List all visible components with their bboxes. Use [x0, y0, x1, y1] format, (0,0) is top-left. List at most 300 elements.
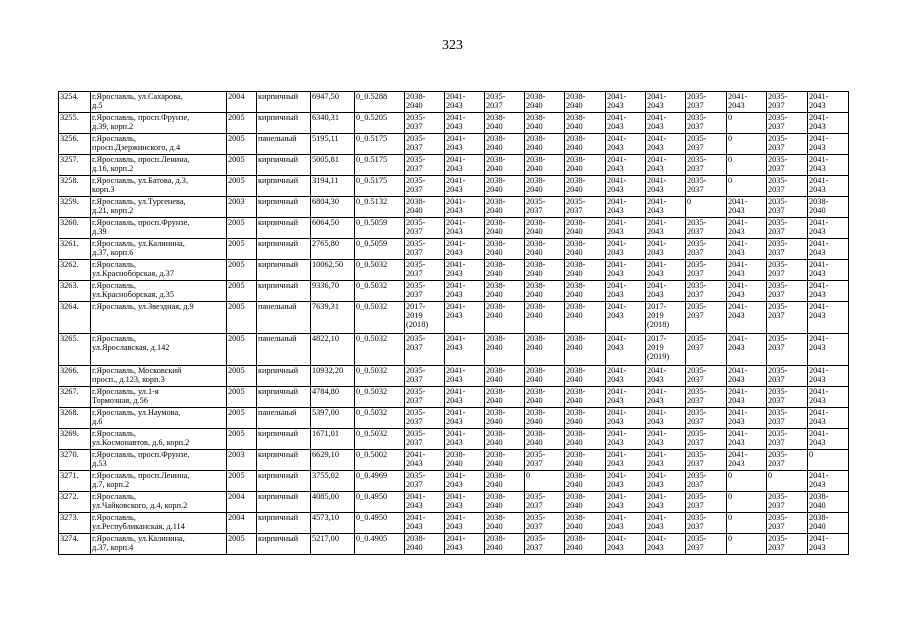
table-row: [59, 429, 849, 450]
cell-term-7: [646, 113, 686, 134]
cell-address: [91, 197, 227, 218]
cell-term-10: [767, 302, 808, 334]
cell-line: 2043: [446, 269, 463, 279]
cell-term-2: [445, 408, 485, 429]
cell-line: 2041-: [446, 334, 466, 343]
cell-term-10: [767, 534, 808, 555]
cell-line: 2035-: [526, 513, 546, 522]
cell-line: 2040: [406, 101, 423, 111]
cell-line: 2035-: [526, 197, 546, 206]
cell-line: 2040: [566, 501, 583, 511]
cell-term-8: [686, 334, 727, 366]
cell-line: 2043: [647, 480, 664, 490]
cell-term-2: [445, 92, 485, 113]
cell-area: 10062,50: [311, 260, 355, 281]
cell-term-3: [485, 450, 525, 471]
cell-line: 2038-: [526, 218, 546, 227]
cell-line: 2035-: [687, 471, 707, 480]
cell-line: 2043: [809, 290, 826, 300]
cell-term-2: [445, 260, 485, 281]
cell-term-6: [606, 134, 646, 155]
table-row: [59, 450, 849, 471]
cell-line: 2040: [486, 459, 503, 469]
cell-line: 2038-: [406, 534, 426, 543]
cell-line: 2017-: [647, 302, 667, 311]
cell-line: 2041-: [446, 302, 466, 311]
cell-line: 2041-: [647, 260, 667, 269]
cell-term-6: [606, 387, 646, 408]
cell-line: 2037: [687, 122, 704, 132]
cell-line: 2040: [566, 522, 583, 532]
cell-year: 2005: [227, 281, 257, 302]
cell-line: 2043: [647, 206, 664, 216]
cell-line: 2043: [647, 522, 664, 532]
cell-term-11: [808, 260, 849, 281]
cell-line: 2043: [446, 101, 463, 111]
cell-line: 2038-: [486, 492, 506, 501]
cell-term-6: [606, 239, 646, 260]
cell-line: 2040: [566, 480, 583, 490]
cell-line: 2041-: [607, 450, 627, 459]
cell-line: 2037: [687, 227, 704, 237]
cell-line: 2043: [728, 227, 745, 237]
cell-line: г.Ярославль, ул.Тургенева,: [92, 197, 186, 206]
cell-line: д.5: [92, 101, 103, 111]
cell-term-6: [606, 513, 646, 534]
cell-term-10: [767, 334, 808, 366]
cell-term-10: [767, 260, 808, 281]
cell-coefficient: 0_0.5175: [355, 155, 405, 176]
cell-line: 2043: [446, 438, 463, 448]
cell-line: 2037: [406, 164, 423, 174]
cell-address: [91, 387, 227, 408]
cell-line: 2035-: [406, 218, 426, 227]
cell-term-9: [727, 387, 767, 408]
cell-term-9: [727, 281, 767, 302]
cell-line: 2035-: [768, 113, 788, 122]
cell-line: 2040: [486, 164, 503, 174]
cell-term-2: [445, 471, 485, 492]
cell-row-number: 3257.: [59, 155, 91, 176]
cell-row-number: 3258.: [59, 176, 91, 197]
cell-line: г.Ярославль, просп.Ленина,: [92, 471, 190, 480]
cell-line: 2038-: [446, 450, 466, 459]
cell-line: г.Ярославль, ул.Сахарова,: [92, 92, 183, 101]
cell-line: д.53: [92, 459, 107, 469]
cell-line: 2038-: [566, 366, 586, 375]
cell-line: 2043: [446, 480, 463, 490]
cell-term-1: [405, 197, 445, 218]
cell-address: [91, 450, 227, 471]
cell-line: 2040: [526, 143, 543, 153]
cell-line: 2038-: [566, 534, 586, 543]
cell-address: [91, 334, 227, 366]
cell-line: 2035-: [687, 408, 707, 417]
cell-area: 6629,10: [311, 450, 355, 471]
cell-address: [91, 534, 227, 555]
cell-line: 2040: [809, 206, 826, 216]
table-row: [59, 239, 849, 260]
cell-line: 2040: [486, 438, 503, 448]
cell-term-4: [525, 218, 565, 239]
cell-line: 2041-: [446, 239, 466, 248]
cell-line: 2041-: [809, 260, 829, 269]
cell-area: 5397,00: [311, 408, 355, 429]
table-body: [59, 92, 849, 555]
cell-line: 2035-: [687, 534, 707, 543]
cell-line: 2040: [566, 101, 583, 111]
cell-row-number: 3266.: [59, 366, 91, 387]
cell-address: [91, 366, 227, 387]
cell-line: 2041-: [809, 366, 829, 375]
cell-line: 2043: [728, 438, 745, 448]
cell-term-5: [565, 408, 606, 429]
cell-term-4: [525, 408, 565, 429]
cell-line: 2040: [526, 290, 543, 300]
cell-area: 4573,10: [311, 513, 355, 534]
cell-term-10: [767, 450, 808, 471]
cell-term-7: [646, 408, 686, 429]
cell-term-9: [727, 450, 767, 471]
cell-term-5: [565, 92, 606, 113]
cell-line: 2038-: [566, 281, 586, 290]
cell-line: 2037: [566, 206, 583, 216]
cell-line: 2037: [768, 164, 785, 174]
cell-line: 2043: [607, 522, 624, 532]
cell-line: 2035-: [687, 450, 707, 459]
cell-line: 0: [728, 134, 733, 143]
cell-line: 2043: [728, 375, 745, 385]
cell-term-3: [485, 471, 525, 492]
cell-line: 2043: [809, 417, 826, 427]
cell-term-1: [405, 513, 445, 534]
cell-line: 2037: [687, 438, 704, 448]
cell-line: 2037: [768, 438, 785, 448]
cell-line: 2035-: [526, 492, 546, 501]
cell-line: 2041-: [607, 302, 627, 311]
table-row: [59, 155, 849, 176]
cell-row-number: 3260.: [59, 218, 91, 239]
cell-line: 2043: [809, 164, 826, 174]
cell-term-6: [606, 218, 646, 239]
cell-line: 2043: [607, 480, 624, 490]
cell-line: 2037: [768, 143, 785, 153]
cell-line: 2040: [526, 122, 543, 132]
cell-term-6: [606, 408, 646, 429]
cell-line: 2041-: [446, 176, 466, 185]
cell-line: 2037: [687, 459, 704, 469]
cell-line: 2037: [406, 122, 423, 132]
cell-term-7: [646, 387, 686, 408]
cell-line: 2038-: [566, 113, 586, 122]
cell-line: корп.3: [92, 185, 115, 195]
cell-line: 2041-: [446, 92, 466, 101]
cell-term-1: [405, 387, 445, 408]
cell-line: 2041-: [809, 113, 829, 122]
cell-line: 2035-: [687, 366, 707, 375]
cell-line: 2043: [446, 343, 463, 353]
cell-coefficient: 0_0.5032: [355, 366, 405, 387]
cell-term-2: [445, 239, 485, 260]
cell-line: (2019): [647, 352, 670, 362]
cell-line: 2043: [809, 227, 826, 237]
cell-term-4: [525, 366, 565, 387]
cell-area: 4784,80: [311, 387, 355, 408]
cell-line: 2035-: [566, 197, 586, 206]
cell-line: 2035-: [768, 334, 788, 343]
cell-line: 2038-: [486, 471, 506, 480]
cell-line: 2038-: [566, 471, 586, 480]
cell-line: 2038-: [526, 92, 546, 101]
cell-area: 6064,50: [311, 218, 355, 239]
cell-row-number: 3270.: [59, 450, 91, 471]
cell-line: 2040: [566, 375, 583, 385]
cell-line: 2043: [446, 417, 463, 427]
cell-term-5: [565, 239, 606, 260]
cell-line: 2040: [486, 396, 503, 406]
cell-line: 2038-: [486, 408, 506, 417]
cell-term-1: [405, 260, 445, 281]
cell-line: 2035-: [406, 429, 426, 438]
cell-coefficient: 0_0.5032: [355, 429, 405, 450]
cell-area: 6340,31: [311, 113, 355, 134]
cell-line: 2043: [728, 343, 745, 353]
cell-term-2: [445, 366, 485, 387]
cell-line: д.21, корп.2: [92, 206, 134, 216]
cell-line: 2043: [607, 438, 624, 448]
cell-line: г.Ярославль, ул.Звездная, д.9: [92, 302, 194, 311]
cell-row-number: 3263.: [59, 281, 91, 302]
cell-term-9: [727, 92, 767, 113]
cell-line: г.Ярославль, ул.Калинина,: [92, 534, 185, 543]
table-row: [59, 134, 849, 155]
cell-line: 2035-: [406, 366, 426, 375]
cell-line: 2041-: [406, 513, 426, 522]
cell-year: 2005: [227, 534, 257, 555]
cell-term-3: [485, 534, 525, 555]
cell-term-5: [565, 450, 606, 471]
cell-address: [91, 113, 227, 134]
cell-line: 2041-: [809, 92, 829, 101]
cell-line: 2038-: [406, 92, 426, 101]
cell-year: 2005: [227, 155, 257, 176]
cell-area: 10932,20: [311, 366, 355, 387]
cell-wall-material: панельный: [257, 334, 311, 366]
cell-term-2: [445, 450, 485, 471]
cell-line: 2038-: [566, 239, 586, 248]
cell-line: 2037: [768, 522, 785, 532]
cell-line: 2035-: [687, 239, 707, 248]
cell-term-6: [606, 92, 646, 113]
cell-line: 0: [768, 471, 773, 480]
cell-line: 2040: [566, 290, 583, 300]
cell-coefficient: 0_0.5032: [355, 408, 405, 429]
cell-line: 2043: [647, 122, 664, 132]
cell-line: 2037: [768, 290, 785, 300]
table-row: [59, 176, 849, 197]
cell-year: 2005: [227, 134, 257, 155]
cell-line: 2037: [768, 417, 785, 427]
table-row: [59, 513, 849, 534]
cell-line: 2041-: [647, 492, 667, 501]
cell-line: 2040: [486, 417, 503, 427]
cell-term-5: [565, 387, 606, 408]
cell-row-number: 3269.: [59, 429, 91, 450]
cell-term-2: [445, 155, 485, 176]
table-row: [59, 492, 849, 513]
cell-line: 2043: [728, 396, 745, 406]
cell-line: 2043: [809, 311, 826, 321]
cell-line: 2043: [728, 101, 745, 111]
cell-term-6: [606, 302, 646, 334]
cell-line: 2041-: [728, 334, 748, 343]
cell-term-4: [525, 176, 565, 197]
cell-term-6: [606, 492, 646, 513]
cell-line: 2041-: [607, 155, 627, 164]
cell-line: 2017-: [406, 302, 426, 311]
cell-line: 2038-: [566, 176, 586, 185]
cell-term-3: [485, 408, 525, 429]
cell-line: 2035-: [768, 429, 788, 438]
cell-term-11: [808, 334, 849, 366]
cell-area: 4085,00: [311, 492, 355, 513]
cell-line: 2041-: [809, 239, 829, 248]
cell-term-4: [525, 334, 565, 366]
cell-term-9: [727, 197, 767, 218]
cell-line: 2041-: [647, 218, 667, 227]
cell-term-1: [405, 92, 445, 113]
cell-line: г.Ярославль, ул.Наумова,: [92, 408, 181, 417]
cell-line: 2037: [406, 343, 423, 353]
cell-term-6: [606, 334, 646, 366]
cell-line: 2040: [486, 480, 503, 490]
cell-term-7: [646, 260, 686, 281]
cell-term-5: [565, 471, 606, 492]
cell-line: 2035-: [768, 176, 788, 185]
cell-line: 2041-: [809, 429, 829, 438]
cell-term-8: [686, 450, 727, 471]
cell-line: 2035-: [687, 302, 707, 311]
cell-term-11: [808, 534, 849, 555]
cell-line: 2043: [647, 164, 664, 174]
cell-line: 2041-: [607, 492, 627, 501]
cell-line: 2035-: [406, 134, 426, 143]
cell-term-3: [485, 155, 525, 176]
cell-area: 3755,02: [311, 471, 355, 492]
cell-term-5: [565, 176, 606, 197]
cell-line: 2038-: [486, 197, 506, 206]
cell-line: 2040: [486, 311, 503, 321]
cell-year: 2005: [227, 260, 257, 281]
cell-line: 2038-: [486, 239, 506, 248]
cell-line: 2035-: [406, 260, 426, 269]
cell-line: 2037: [768, 122, 785, 132]
table-row: [59, 302, 849, 334]
cell-line: 2043: [607, 290, 624, 300]
cell-term-1: [405, 408, 445, 429]
table-row: [59, 471, 849, 492]
cell-line: 2041-: [647, 471, 667, 480]
cell-line: 2043: [607, 543, 624, 553]
cell-line: г.Ярославль,: [92, 260, 136, 269]
cell-line: 2037: [687, 343, 704, 353]
cell-line: 2017-: [647, 334, 667, 343]
cell-line: 2043: [607, 164, 624, 174]
cell-term-10: [767, 155, 808, 176]
cell-line: 2043: [647, 459, 664, 469]
cell-line: 2043: [647, 269, 664, 279]
cell-line: 2041-: [809, 134, 829, 143]
cell-wall-material: кирпичный: [257, 492, 311, 513]
cell-term-9: [727, 134, 767, 155]
table-row: [59, 534, 849, 555]
cell-line: 2040: [446, 459, 463, 469]
cell-term-7: [646, 302, 686, 334]
cell-line: 2037: [687, 543, 704, 553]
cell-line: 2041-: [607, 218, 627, 227]
cell-line: 0: [728, 492, 733, 501]
cell-line: 2041-: [728, 92, 748, 101]
cell-term-5: [565, 134, 606, 155]
cell-line: 2037: [687, 522, 704, 532]
cell-term-11: [808, 302, 849, 334]
cell-line: просп., д.123, корп.3: [92, 375, 165, 385]
cell-term-10: [767, 429, 808, 450]
cell-line: 2043: [607, 396, 624, 406]
cell-term-5: [565, 197, 606, 218]
cell-line: 2037: [526, 543, 543, 553]
cell-line: 2035-: [768, 450, 788, 459]
cell-line: 2040: [526, 417, 543, 427]
cell-term-1: [405, 113, 445, 134]
cell-address: [91, 513, 227, 534]
cell-line: 2041-: [728, 366, 748, 375]
cell-line: 2043: [728, 417, 745, 427]
cell-term-11: [808, 492, 849, 513]
cell-line: 2035-: [406, 408, 426, 417]
cell-line: 2041-: [647, 155, 667, 164]
cell-line: 2037: [406, 227, 423, 237]
cell-coefficient: 0_0.5059: [355, 218, 405, 239]
cell-term-3: [485, 197, 525, 218]
cell-line: 2038-: [526, 366, 546, 375]
cell-line: 2043: [647, 227, 664, 237]
table-row: [59, 387, 849, 408]
cell-term-7: [646, 239, 686, 260]
cell-line: 2037: [768, 248, 785, 258]
cell-line: 2041-: [607, 534, 627, 543]
page-number: 323: [442, 38, 463, 53]
cell-line: 2035-: [687, 113, 707, 122]
cell-line: г.Ярославль, просп.Фрунзе,: [92, 113, 190, 122]
cell-line: 2035-: [768, 408, 788, 417]
cell-line: 2037: [406, 290, 423, 300]
cell-line: 2019: [647, 311, 664, 321]
cell-coefficient: 0_0.5175: [355, 134, 405, 155]
cell-term-2: [445, 218, 485, 239]
cell-term-4: [525, 113, 565, 134]
cell-line: 2040: [486, 543, 503, 553]
table-row: [59, 408, 849, 429]
cell-line: 2041-: [647, 92, 667, 101]
cell-term-1: [405, 450, 445, 471]
cell-line: 2043: [809, 101, 826, 111]
cell-term-2: [445, 334, 485, 366]
cell-line: 2041-: [446, 492, 466, 501]
cell-line: 2041-: [607, 366, 627, 375]
cell-line: 2035-: [687, 134, 707, 143]
cell-term-2: [445, 534, 485, 555]
